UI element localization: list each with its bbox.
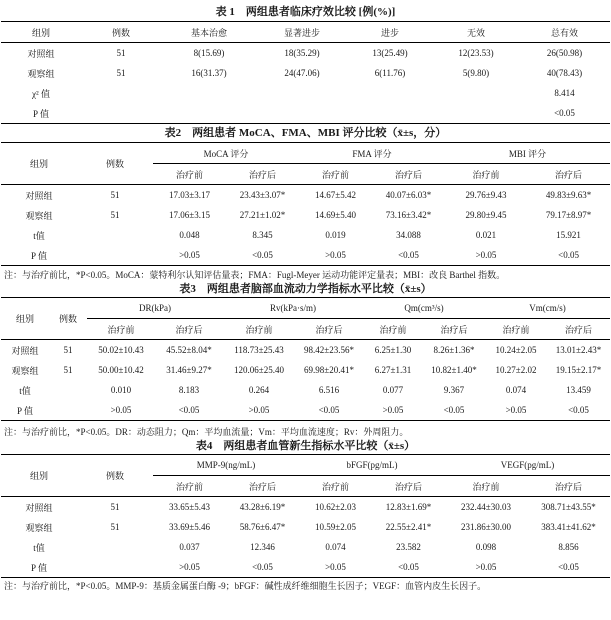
table2-note: 注：与治疗前比，*P<0.05。MoCA：蒙特利尔认知评估量表；FMA：Fugl-Meyer 运动功能评定量表；MBI：改良 Barthel 指数。 <box>4 270 506 280</box>
table-cell: 17.03±3.17 <box>169 190 210 200</box>
table-cell: <0.05 <box>226 557 299 578</box>
table-cell: >0.05 <box>363 400 423 421</box>
table-cell <box>81 103 161 124</box>
table-cell: 27.21±1.02* <box>239 210 286 220</box>
table2-group-header: 组别 <box>1 143 77 185</box>
table-cell: 0.048 <box>179 230 200 240</box>
table-row <box>1 83 610 103</box>
table2-subheader: 治疗后 <box>527 164 610 185</box>
table3-subheader: 治疗前 <box>485 319 547 340</box>
table-cell: 观察组 <box>25 210 53 221</box>
table-cell: 23.43±3.07* <box>239 190 286 200</box>
table-row <box>1 340 610 361</box>
table-cell: 对照组 <box>25 502 53 513</box>
table-cell: 51 <box>110 502 120 512</box>
table-cell: 13.01±2.43* <box>555 345 602 355</box>
document-page <box>0 5 611 620</box>
table-row <box>1 537 610 557</box>
table2-col-group: FMA 评分 <box>299 143 445 164</box>
table-cell: <0.05 <box>372 557 445 578</box>
table4-col-group: MMP-9(ng/mL) <box>153 455 299 476</box>
table-cell <box>257 103 347 124</box>
table-row <box>1 360 610 380</box>
table2 <box>1 142 610 266</box>
table-cell: 10.24±2.05 <box>495 345 537 355</box>
table2-subheader: 治疗前 <box>445 164 527 185</box>
table-cell: 6.25±1.30 <box>374 345 412 355</box>
table-row <box>1 245 610 266</box>
table4-col-group: bFGF(pg/mL) <box>299 455 445 476</box>
table-cell: >0.05 <box>445 245 527 266</box>
table-cell: 51 <box>63 345 73 355</box>
table-cell: P 值 <box>1 245 77 266</box>
table-cell: 8(15.69) <box>193 48 225 58</box>
table3 <box>1 297 610 421</box>
table1-header-cell: 基本治愈 <box>161 22 257 43</box>
table3-subheader: 治疗前 <box>363 319 423 340</box>
table-cell: >0.05 <box>153 245 226 266</box>
table-cell: 5(9.80) <box>462 68 490 78</box>
table3-caption: 表3 两组患者脑部血流动力学指标水平比较（x̄±s） <box>179 283 432 295</box>
table-cell: 17.06±3.15 <box>169 210 210 220</box>
table2-subheader: 治疗后 <box>226 164 299 185</box>
table2-subheader: 治疗前 <box>153 164 226 185</box>
table-cell: 50.00±10.42 <box>98 365 144 375</box>
table-cell: 10.82±1.40* <box>431 365 477 375</box>
table2-col-group: MoCA 评分 <box>153 143 299 164</box>
table-cell: 14.67±5.42 <box>315 190 356 200</box>
table-cell: 69.98±20.41* <box>304 365 354 375</box>
table2-subheader: 治疗后 <box>372 164 445 185</box>
table-cell <box>347 103 433 124</box>
table-cell: <0.05 <box>295 400 363 421</box>
table-cell: >0.05 <box>153 557 226 578</box>
table-cell: 98.42±23.56* <box>304 345 354 355</box>
table3-subheader: 治疗前 <box>87 319 155 340</box>
table-cell: >0.05 <box>223 400 295 421</box>
table-cell <box>161 103 257 124</box>
table4-count-header: 例数 <box>77 455 153 497</box>
table-cell: 对照组 <box>27 48 55 59</box>
table-cell: 8.414 <box>554 88 575 98</box>
table4-subheader: 治疗后 <box>226 476 299 497</box>
table3-col-group: Qm(cm³/s) <box>363 298 485 319</box>
table-row <box>1 103 610 124</box>
table-cell: 18(35.29) <box>284 48 320 58</box>
table-cell: 12(23.53) <box>458 48 494 58</box>
table-cell: 0.098 <box>475 542 497 552</box>
table4-subheader: 治疗后 <box>527 476 610 497</box>
table-cell: <0.05 <box>527 557 610 578</box>
table1-header-cell: 进步 <box>347 22 433 43</box>
table4-group-header: 组别 <box>1 455 77 497</box>
table4-caption: 表4 两组患者血管新生指标水平比较（x̄±s） <box>195 440 416 452</box>
table-cell: <0.05 <box>547 400 610 421</box>
table-cell: 15.921 <box>556 230 581 240</box>
table-cell: t值 <box>19 385 31 396</box>
table-cell: <0.05 <box>423 400 485 421</box>
table3-subheader: 治疗后 <box>547 319 610 340</box>
table3-subheader: 治疗后 <box>155 319 223 340</box>
table1-header-cell: 例数 <box>81 22 161 43</box>
table2-count-header: 例数 <box>77 143 153 185</box>
table-cell: 8.183 <box>178 385 200 395</box>
table-cell: >0.05 <box>87 400 155 421</box>
table4-col-group: VEGF(pg/mL) <box>445 455 610 476</box>
table-cell: 231.86±30.00 <box>461 522 511 532</box>
table-cell: 58.76±6.47* <box>239 522 286 532</box>
table3-header-row <box>1 298 610 319</box>
table-row <box>1 205 610 225</box>
table-cell: 43.28±6.19* <box>239 502 286 512</box>
table-cell <box>81 83 161 103</box>
table1 <box>1 21 610 124</box>
table-cell: 26(50.98) <box>546 48 583 58</box>
table-cell: 12.346 <box>250 542 275 552</box>
table-cell: 0.021 <box>475 230 497 240</box>
table1-caption: 表 1 两组患者临床疗效比较 [例(%)] <box>215 6 396 18</box>
table-cell: <0.05 <box>226 245 299 266</box>
table-cell <box>433 83 519 103</box>
table-cell: 120.06±25.40 <box>234 365 284 375</box>
table-cell: 10.62±2.03 <box>315 502 356 512</box>
table-cell <box>77 245 153 266</box>
table-cell: 29.76±9.43 <box>465 190 507 200</box>
table3-col-group: Rv(kPa·s/m) <box>223 298 363 319</box>
table-cell: >0.05 <box>445 557 527 578</box>
table4-header-row <box>1 455 610 476</box>
table-cell: 8.26±1.36* <box>433 345 475 355</box>
table-cell <box>49 380 87 400</box>
table-cell: 51 <box>116 48 126 58</box>
table-cell: 34.088 <box>396 230 421 240</box>
table-cell: <0.05 <box>155 400 223 421</box>
table-cell: 8.856 <box>558 542 579 552</box>
table3-subheader: 治疗前 <box>223 319 295 340</box>
table-row <box>1 225 610 245</box>
table-cell: 79.17±8.97* <box>545 210 592 220</box>
table-cell: 16(31.37) <box>191 68 227 78</box>
table-row <box>1 517 610 537</box>
table3-count-header: 例数 <box>49 298 87 340</box>
table-cell: t值 <box>33 230 45 241</box>
table-cell: 6(11.76) <box>374 68 406 78</box>
table-row <box>1 185 610 206</box>
table-cell <box>433 103 519 124</box>
table-cell: P 值 <box>1 557 77 578</box>
table-cell: 0.074 <box>325 542 346 552</box>
table-cell: 31.46±9.27* <box>166 365 212 375</box>
table3-group-header: 组别 <box>1 298 49 340</box>
table-row <box>1 43 610 64</box>
table-cell <box>77 557 153 578</box>
table-cell: 40.07±6.03* <box>385 190 432 200</box>
table3-col-group: Vm(cm/s) <box>485 298 610 319</box>
table-cell: 14.69±5.40 <box>315 210 356 220</box>
table-cell: 51 <box>116 68 126 78</box>
table-cell: 23.582 <box>396 542 421 552</box>
table-cell: 51 <box>110 190 120 200</box>
table-cell: 45.52±8.04* <box>166 345 212 355</box>
table-cell <box>77 537 153 557</box>
table-cell: χ² 值 <box>32 88 50 99</box>
table-cell: 6.516 <box>318 385 340 395</box>
table-cell: 19.15±2.17* <box>555 365 602 375</box>
table2-header-row <box>1 143 610 164</box>
table-cell: 对照组 <box>11 345 39 356</box>
table-row <box>1 557 610 578</box>
table-cell: 0.264 <box>248 385 270 395</box>
table-cell: 51 <box>110 522 120 532</box>
table-cell: 10.27±2.02 <box>495 365 537 375</box>
table3-subheader: 治疗后 <box>295 319 363 340</box>
table3-subheader-row <box>1 319 610 340</box>
table2-col-group: MBI 评分 <box>445 143 610 164</box>
table-cell: 观察组 <box>11 365 39 376</box>
table2-subheader: 治疗前 <box>299 164 372 185</box>
table1-header-row <box>1 22 610 43</box>
table-row <box>1 63 610 83</box>
table-cell: 51 <box>110 210 120 220</box>
table-cell: 13(25.49) <box>372 48 408 58</box>
table3-note: 注：与治疗前比，*P<0.05。DR：动态阻力；Qm：平均血流量；Vm：平均血流速度；Rv：外周阻力。 <box>4 427 409 437</box>
table-cell: 51 <box>63 365 73 375</box>
table4-note: 注：与治疗前比，*P<0.05。MMP-9：基质金属蛋白酶 -9；bFGF：碱性成纤维细胞生长因子；VEGF：血管内皮生长因子。 <box>4 581 487 591</box>
table-cell: 观察组 <box>25 522 53 533</box>
table4-subheader: 治疗前 <box>445 476 527 497</box>
table4-subheader: 治疗前 <box>299 476 372 497</box>
table-cell: 8.345 <box>252 230 273 240</box>
table-cell <box>77 225 153 245</box>
table-cell: 0.019 <box>325 230 346 240</box>
table-cell: 118.73±25.43 <box>234 345 284 355</box>
table-row <box>1 497 610 518</box>
table-cell: 观察组 <box>27 68 55 79</box>
table4 <box>1 454 610 578</box>
table-cell: 40(78.43) <box>546 68 583 78</box>
table-cell: P 值 <box>1 103 81 124</box>
table-cell <box>257 83 347 103</box>
table-cell: 0.077 <box>382 385 404 395</box>
table-cell: <0.05 <box>519 103 610 124</box>
table-cell: P 值 <box>1 400 49 421</box>
table-cell: <0.05 <box>527 245 610 266</box>
table2-caption: 表2 两组患者 MoCA、FMA、MBI 评分比较（x̄±s，分） <box>164 127 447 139</box>
table-cell: 22.55±2.41* <box>385 522 432 532</box>
table1-header-cell: 组别 <box>1 22 81 43</box>
table3-col-group: DR(kPa) <box>87 298 223 319</box>
table-cell: 29.80±9.45 <box>465 210 507 220</box>
table-cell: 12.83±1.69* <box>385 502 432 512</box>
table-cell: >0.05 <box>299 245 372 266</box>
table-cell: 73.16±3.42* <box>385 210 432 220</box>
table-cell: 对照组 <box>25 190 53 201</box>
table-cell: <0.05 <box>372 245 445 266</box>
table-cell <box>161 83 257 103</box>
table1-header-cell: 显著进步 <box>257 22 347 43</box>
table-cell <box>347 83 433 103</box>
table-cell: 6.27±1.31 <box>374 365 412 375</box>
table-cell: 33.69±5.46 <box>169 522 210 532</box>
table-cell: 232.44±30.03 <box>461 502 511 512</box>
table1-header-cell: 无效 <box>433 22 519 43</box>
table-cell: 10.59±2.05 <box>315 522 356 532</box>
table-cell: >0.05 <box>299 557 372 578</box>
table-cell: 33.65±5.43 <box>169 502 210 512</box>
table-cell: 308.71±43.55* <box>541 502 596 512</box>
table-cell: t值 <box>33 542 45 553</box>
table-row <box>1 380 610 400</box>
table-cell: 50.02±10.43 <box>98 345 144 355</box>
table4-subheader: 治疗后 <box>372 476 445 497</box>
table-cell: 49.83±9.63* <box>545 190 592 200</box>
table-cell: 24(47.06) <box>284 68 320 78</box>
table-cell: 0.074 <box>505 385 527 395</box>
table-cell: 9.367 <box>443 385 465 395</box>
table1-header-cell: 总有效 <box>519 22 610 43</box>
table4-subheader: 治疗前 <box>153 476 226 497</box>
table3-subheader: 治疗后 <box>423 319 485 340</box>
table-cell: 0.037 <box>179 542 200 552</box>
table-cell: 383.41±41.62* <box>541 522 596 532</box>
table-cell: 13.459 <box>566 385 591 395</box>
table-row <box>1 400 610 421</box>
table-cell: >0.05 <box>485 400 547 421</box>
table-cell <box>49 400 87 421</box>
table-cell: 0.010 <box>110 385 132 395</box>
